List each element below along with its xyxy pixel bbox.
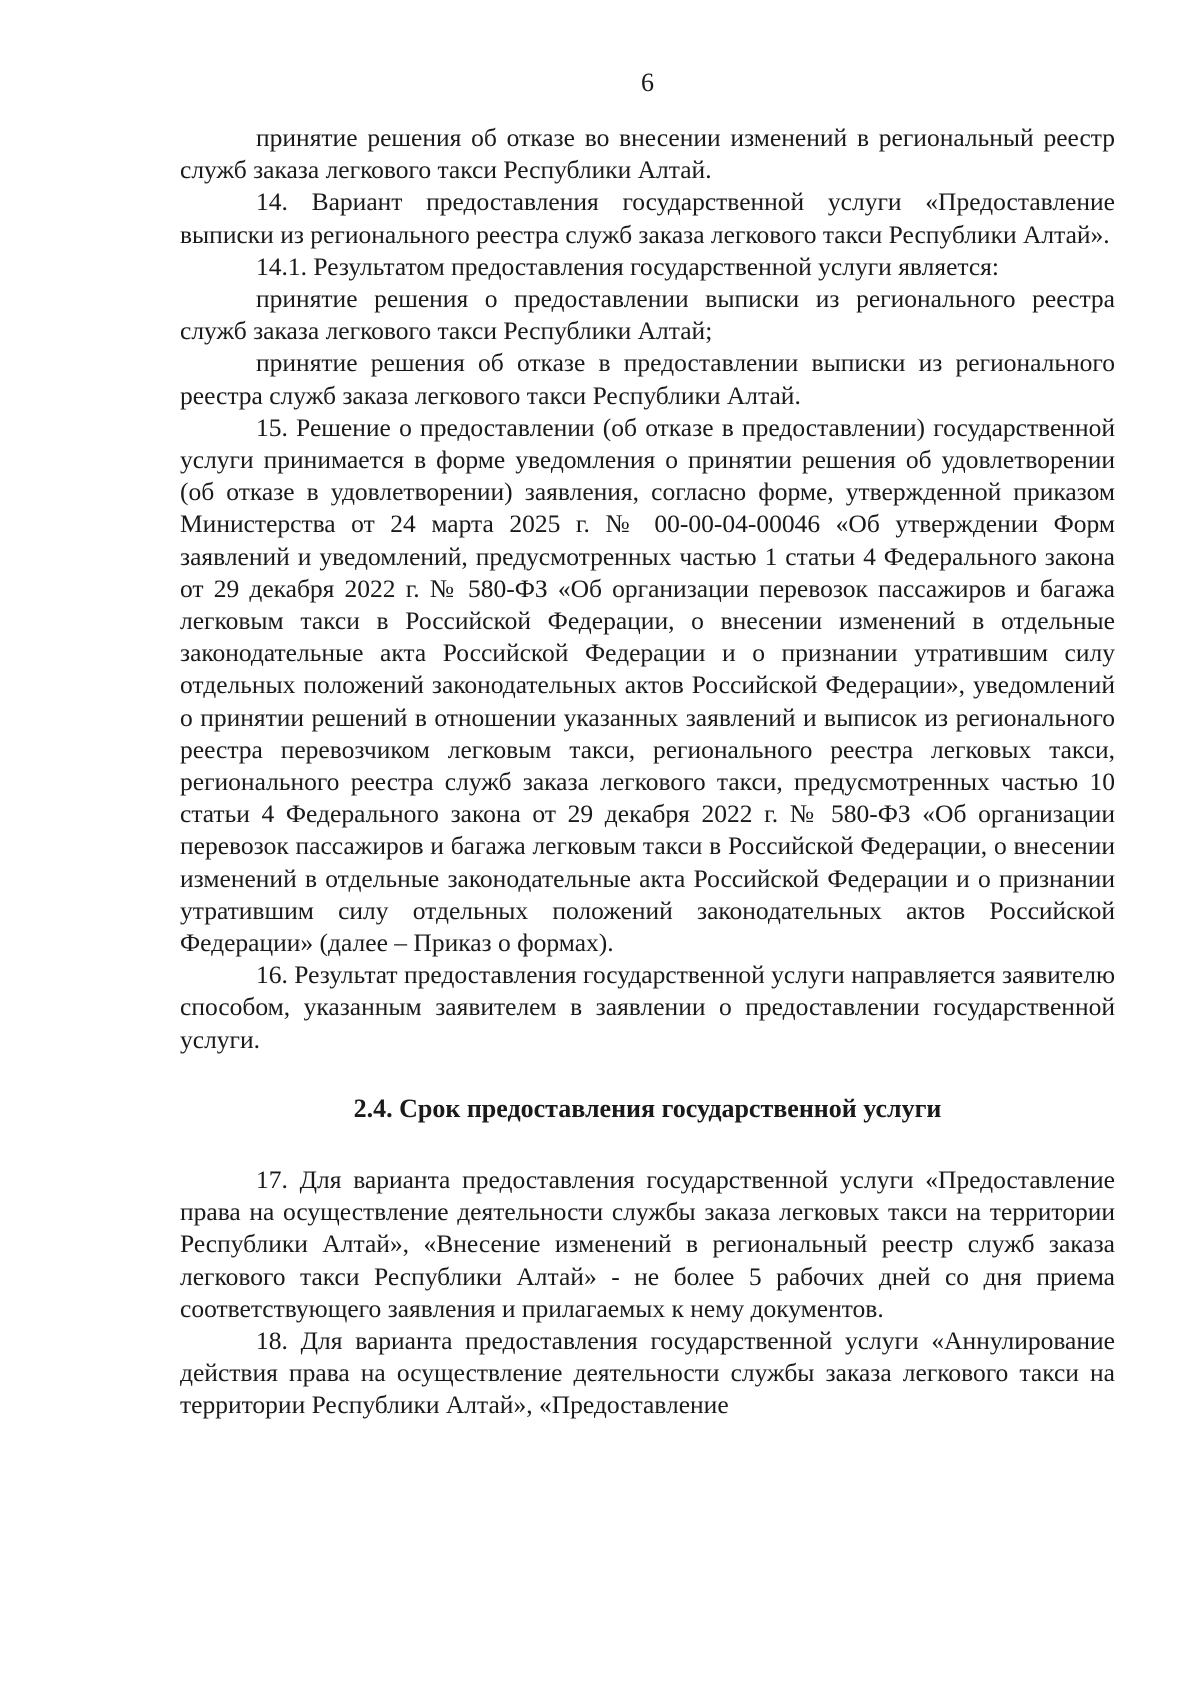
paragraphs-top xyxy=(180,122,1115,1056)
paragraphs-bottom xyxy=(180,1164,1115,1422)
paragraph-15: 15. Решение о предоставлении (об отказе в предоставлении) государственной услуги принимается в форме уведомления о принятии решения об удовлетворении (об отказе в удовлетворении) заявления, согласно форме, утвержденной приказом Министерства от 24 марта 2025 г. № 00-00-04-00046 «Об утверждении Форм заявлений и уведомлений, предусмотренных частью 1 статьи 4 Федерального закона от 29 декабря 2022 г. № 580-ФЗ «Об организации перевозок пассажиров и багажа легковым такси в Российской Федерации, о внесении изменений в отдельные законодательные акта Российской Федерации и о признании утратившим силу отдельных положений законодательных актов Российской Федерации», уведомлений о принятии решений в отношении указанных заявлений и выписок из регионального реестра перевозчиком легковым такси, регионального реестра легковых такси, регионального реестра служб заказа легкового такси, предусмотренных частью 10 статьи 4 Федерального закона от 29 декабря 2022 г. № 580-ФЗ «Об организации перевозок пассажиров и багажа легковым такси в Российской Федерации, о внесении изменений в отдельные законодательные акта Российской Федерации и о признании утратившим силу отдельных положений законодательных актов Российской Федерации» (далее – Приказ о формах). xyxy=(180,412,1115,958)
paragraph-17: 17. Для варианта предоставления государственной услуги «Предоставление права на осуществление деятельности службы заказа легковых такси на территории Республики Алтай», «Внесение изменений в региональный реестр служб заказа легкового такси Республики Алтай» - не более 5 рабочих дней со дня приема соответствующего заявления и прилагаемых к нему документов. xyxy=(180,1164,1115,1323)
section-heading: 2.4. Срок предоставления государственной услуги xyxy=(353,1093,942,1123)
paragraph-18: 18. Для варианта предоставления государственной услуги «Аннулирование действия права на осуществление деятельности службы заказа легкового такси на территории Республики Алтай», «Предоставление xyxy=(180,1325,1115,1420)
paragraph-14: 14. Вариант предоставления государственной услуги «Предоставление выписки из регионального реестра служб заказа легкового такси Республики Алтай». xyxy=(180,187,1115,249)
paragraph-14-1: 14.1. Результатом предоставления государственной услуги является: xyxy=(256,251,999,281)
paragraph-16: 16. Результат предоставления государственной услуги направляется заявителю способом, указанным заявителем в заявлении о предоставлении государственной услуги. xyxy=(180,960,1115,1054)
paragraph-13-end: принятие решения об отказе во внесении изменений в региональный реестр служб заказа легкового такси Республики Алтай. xyxy=(180,123,1115,185)
paragraph-14-1-item-2: принятие решения об отказе в предоставлении выписки из регионального реестра служб заказа легкового такси Республики Алтай. xyxy=(180,348,1115,410)
paragraph-14-1-item-1: принятие решения о предоставлении выписки из регионального реестра служб заказа легкового такси Республики Алтай; xyxy=(180,284,1115,346)
page-number: 6 xyxy=(641,68,654,97)
